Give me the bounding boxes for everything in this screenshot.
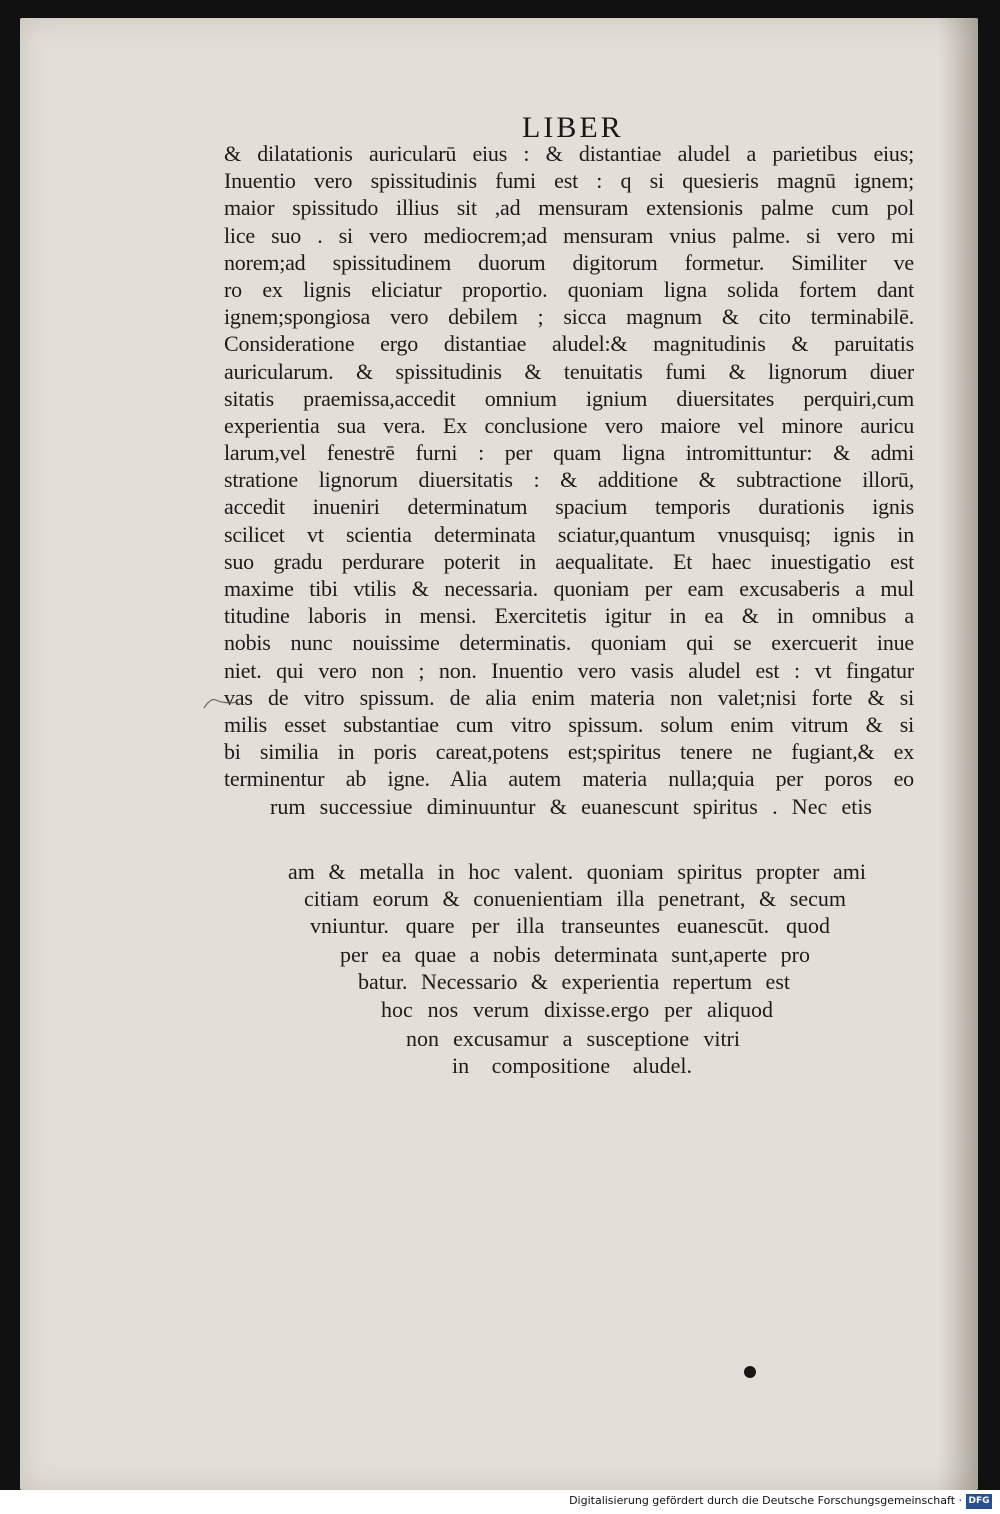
- text-line: ignem;spongiosa vero debilem ; sicca magnum & cito terminabilē.: [224, 304, 914, 330]
- text-line: lice suo . si vero mediocrem;ad mensuram vnius palme. si vero mi: [224, 222, 914, 248]
- dfg-logo: DFG: [966, 1494, 992, 1509]
- text-line: stratione lignorum diuersitatis : & additione & subtractione illorū,: [224, 467, 914, 493]
- text-block: [224, 140, 914, 793]
- text-line: Consideratione ergo distantiae aludel:& magnitudinis & paruitatis: [224, 331, 914, 357]
- text-line: terminentur ab igne. Alia autem materia nulla;quia per poros eo: [224, 766, 914, 792]
- text-line: am & metalla in hoc valent. quoniam spiritus propter ami: [288, 859, 866, 884]
- margin-pencil-mark: [202, 696, 240, 710]
- text-line: citiam eorum & conuenientiam illa penetrant, & secum: [304, 886, 846, 911]
- text-line: norem;ad spissitudinem duorum digitorum formetur. Similiter ve: [224, 249, 914, 275]
- page-edge-shadow: [938, 18, 978, 1490]
- text-line: sitatis praemissa,accedit omnium ignium diuersitates perquiri,cum: [224, 385, 914, 411]
- text-line: nobis nunc nouissime determinatis. quoniam qui se exercuerit inue: [224, 630, 914, 656]
- text-line: Inuentio vero spissitudinis fumi est : q si quesieris magnū ignem;: [224, 168, 914, 194]
- text-line: ro ex lignis eliciatur proportio. quoniam ligna solida fortem dant: [224, 276, 914, 302]
- footer-credit: Digitalisierung gefördert durch die Deutsche Forschungsgemeinschaft ·: [569, 1494, 962, 1507]
- text-line: & dilatationis auricularū eius : & distantiae aludel a parietibus eius;: [224, 141, 914, 166]
- text-line: larum,vel fenestrē furni : per quam ligna intromittuntur: & admi: [224, 440, 914, 466]
- text-line: auricularum. & spissitudinis & tenuitatis fumi & lignorum diuer: [224, 358, 914, 384]
- text-line: non excusamur a susceptione vitri: [406, 1026, 740, 1051]
- text-line: batur. Necessario & experientia repertum est: [358, 969, 790, 994]
- running-head: LIBER: [522, 111, 624, 144]
- text-line: rum successiue diminuuntur & euanescunt spiritus . Nec etis: [270, 794, 872, 819]
- text-line: per ea quae a nobis determinata sunt,aperte pro: [340, 942, 810, 967]
- text-line: maxime tibi vtilis & necessaria. quoniam per eam excusaberis a mul: [224, 576, 914, 601]
- text-line: niet. qui vero non ; non. Inuentio vero vasis aludel est : vt fingatur: [224, 657, 914, 683]
- text-line: suo gradu perdurare poterit in aequalitate. Et haec inuestigatio est: [224, 548, 914, 574]
- text-line: accedit inueniri determinatum spacium temporis durationis ignis: [224, 494, 914, 520]
- text-line: in compositione aludel.: [452, 1053, 692, 1078]
- text-line: vniuntur. quare per illa transeuntes euanescūt. quod: [310, 913, 830, 938]
- ink-dot: [744, 1366, 756, 1378]
- text-line: scilicet vt scientia determinata sciatur,quantum vnusquisq; ignis in: [224, 521, 914, 547]
- text-line: titudine laboris in mensi. Exercitetis igitur in ea & in omnibus a: [224, 603, 914, 629]
- text-line: hoc nos verum dixisse.ergo per aliquod: [381, 997, 773, 1022]
- text-line: vas de vitro spissum. de alia enim materia non valet;nisi forte & si: [224, 684, 914, 710]
- text-line: milis esset substantiae cum vitro spissum. solum enim vitrum & si: [224, 711, 914, 737]
- text-line: maior spissitudo illius sit ,ad mensuram extensionis palme cum pol: [224, 195, 914, 221]
- footer-bar: [0, 1490, 1000, 1514]
- text-line: bi similia in poris careat,potens est;spiritus tenere ne fugiant,& ex: [224, 739, 914, 765]
- text-line: experientia sua vera. Ex conclusione vero maiore vel minore auricu: [224, 412, 914, 438]
